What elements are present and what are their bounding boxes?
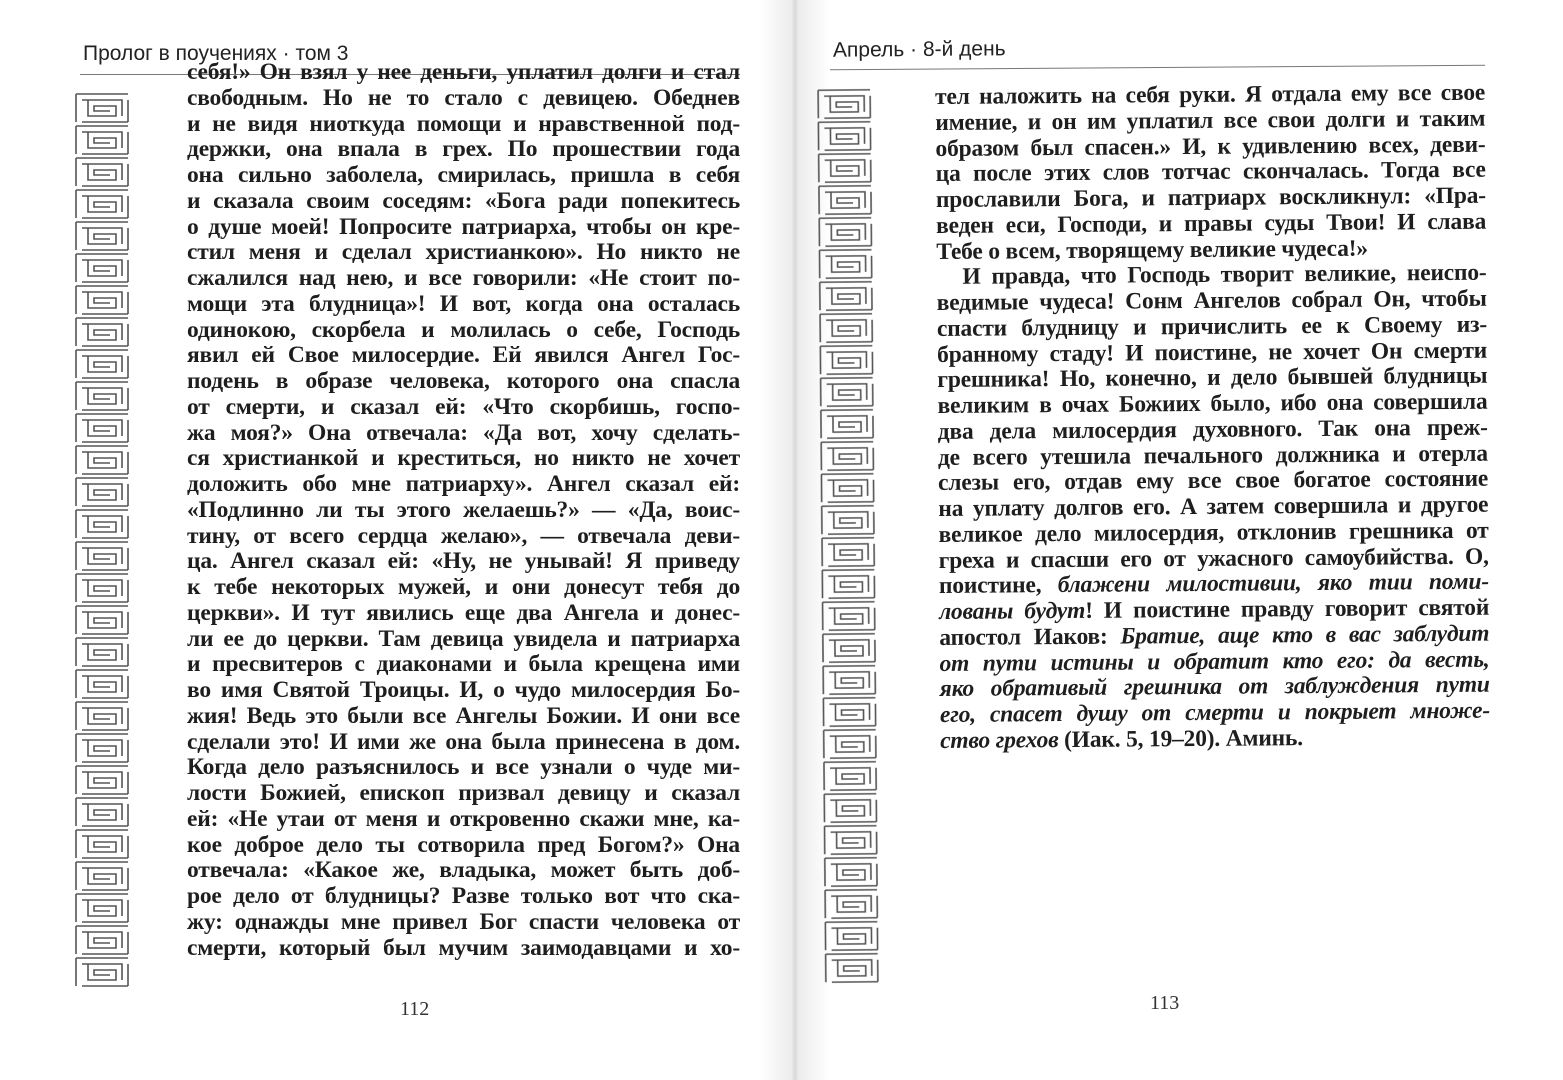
text-segment: ца после этих слов тотчас скончалась. Тогда все bbox=[935, 156, 1486, 188]
text-line bbox=[187, 292, 740, 318]
text-line bbox=[187, 215, 740, 241]
text-line bbox=[187, 472, 740, 498]
text-line bbox=[187, 240, 740, 266]
text-line bbox=[187, 137, 740, 163]
italic-quote: от пути истины и обратит кто его: да весть, bbox=[939, 646, 1490, 677]
text-line bbox=[187, 704, 740, 730]
text-line bbox=[187, 318, 740, 344]
text-line bbox=[187, 652, 740, 678]
text-segment: «Подлинно ли ты этого желаешь?» — «Да, воис- bbox=[187, 496, 740, 523]
text-line bbox=[187, 858, 740, 884]
text-segment: И правда, что Господь творит великие, неиспо- bbox=[962, 259, 1487, 291]
text-line bbox=[187, 781, 740, 807]
text-segment: во имя Святой Троицы. И, о чудо милосердия Бо- bbox=[187, 677, 740, 703]
text-segment: она сильно заболела, смирилась, пришла в себя bbox=[187, 162, 740, 188]
text-line bbox=[187, 189, 740, 215]
text-segment: греха и спасши его от ужасного самоубийства. О, bbox=[938, 543, 1489, 574]
text-segment: стил меня и сделал христианкою». Но никто не bbox=[187, 239, 740, 266]
text-segment: Когда дело разъяснилось и все узнали о чуде ми- bbox=[187, 754, 740, 781]
text-segment: и не видя ниоткуда помощи и нравственной под- bbox=[187, 110, 740, 137]
text-line bbox=[187, 755, 740, 781]
text-line bbox=[187, 446, 740, 472]
text-line bbox=[187, 343, 740, 369]
text-segment: о душе моей! Попросите патриарха, чтобы он кре- bbox=[187, 213, 740, 240]
text-line bbox=[187, 627, 740, 653]
text-segment: ей: «Не утаи от меня и откровенно скажи мне, ка- bbox=[187, 805, 740, 832]
text-segment: лости Божией, епископ призвал девицу и сказал bbox=[187, 780, 740, 806]
text-segment: веден еси, Господи, и правы суды Твои! И слава bbox=[936, 208, 1487, 239]
text-line bbox=[187, 112, 740, 138]
text-segment: свободным. Но не то стало с девицею. Обеднев bbox=[187, 84, 740, 111]
text-line bbox=[187, 807, 740, 833]
text-line bbox=[187, 730, 740, 756]
text-segment: себя!» Он взял у нее деньги, уплатил долги и стал bbox=[187, 59, 740, 85]
left-page-text bbox=[187, 60, 740, 961]
text-segment: сжалился над нею, и все говорили: «Не стоит по- bbox=[187, 265, 740, 291]
text-segment: держки, она впала в грех. По прошествии года bbox=[187, 136, 740, 163]
text-segment: и пресвитеров с диаконами и была крещена ими bbox=[187, 651, 740, 678]
text-line bbox=[187, 498, 740, 524]
text-segment: сделали это! И ими же она была принесена в дом. bbox=[187, 728, 740, 755]
text-line bbox=[187, 833, 740, 859]
text-segment: на уплату долгов его. А затем совершила и другое bbox=[938, 491, 1489, 522]
text-line bbox=[187, 395, 740, 421]
text-segment: церкви». И тут явились еще два Ангела и донес- bbox=[187, 599, 740, 626]
text-segment: к тебе некоторых мужей, и они донесут тебя до bbox=[187, 574, 740, 600]
text-line bbox=[187, 266, 740, 292]
italic-quote: яко обративый грешника от заблуждения пути bbox=[939, 671, 1490, 703]
text-segment: образом был спасен.» И, к удивлению всех, деви- bbox=[935, 131, 1486, 162]
text-line bbox=[940, 724, 1490, 754]
text-segment: прославили Бога, и патриарх воскликнул: «Пра- bbox=[935, 182, 1486, 213]
text-line bbox=[187, 910, 740, 936]
text-segment: подень в образе человека, которого она спасла bbox=[187, 368, 740, 394]
text-segment: мощи эта блудница»! И вот, когда она осталась bbox=[187, 290, 740, 317]
text-line bbox=[940, 699, 1490, 729]
text-segment: два дела милосердия духовного. Так она преж- bbox=[937, 414, 1488, 445]
text-line bbox=[187, 549, 740, 575]
text-line bbox=[936, 209, 1486, 239]
text-segment: ведимые чудеса! Сонм Ангелов собрал Он, чтобы bbox=[936, 285, 1487, 316]
text-segment: жу: однажды мне привел Бог спасти человека от bbox=[187, 908, 740, 935]
text-segment: явил ей Свое милосердие. Ей явился Ангел Гос- bbox=[187, 342, 740, 369]
text-segment: ! И поистине правду говорит святой bbox=[1085, 594, 1490, 624]
right-page-number: 113 bbox=[1150, 992, 1180, 1014]
text-line bbox=[187, 163, 740, 189]
text-segment: ся христианкой и креститься, но никто не хочет bbox=[187, 445, 740, 472]
text-segment: одинокою, скорбела и молилась о себе, Господь bbox=[187, 316, 740, 343]
text-line bbox=[187, 601, 740, 627]
text-segment: спасти блудницу и причислить ее к Своему из- bbox=[936, 311, 1487, 342]
italic-quote: ство грехов bbox=[940, 726, 1059, 754]
text-segment: от смерти, и сказал ей: «Что скорбишь, госпо- bbox=[187, 393, 740, 420]
text-segment: Тебе о всем, творящему великие чудеса!» bbox=[936, 235, 1368, 265]
text-segment: великим в очах Божиих было, ибо она совершила bbox=[937, 388, 1488, 419]
text-line bbox=[187, 86, 740, 112]
text-segment: (Иак. 5, 19–20). Аминь. bbox=[1058, 724, 1303, 753]
italic-quote: Братие, аще кто в вас заблудит bbox=[1120, 620, 1490, 650]
text-segment: слезы его, отдав ему все свое богатое состояние bbox=[938, 465, 1489, 497]
text-segment: жия! Ведь это были все Ангелы Божии. И они все bbox=[187, 702, 740, 729]
text-line bbox=[187, 524, 740, 550]
text-line bbox=[187, 884, 740, 910]
text-segment: жа моя?» Она отвечала: «Да вот, хочу сделать- bbox=[187, 419, 740, 446]
text-segment: ли ее до церкви. Там девица увидела и патриарха bbox=[187, 625, 740, 652]
italic-quote: блажени милостивии, яко тии поми- bbox=[1057, 568, 1490, 599]
text-segment: бранному стаду! И поистине, не хочет Он смерти bbox=[937, 337, 1488, 368]
text-segment: ца. Ангел сказал ей: «Ну, не унывай! Я приведу bbox=[187, 548, 740, 575]
text-segment: де всего утешила печального должника и отерла bbox=[937, 440, 1489, 471]
right-running-header: Апрель · 8-й день bbox=[832, 37, 1006, 62]
text-segment: отвечала: «Какое же, владыка, может быть доб- bbox=[187, 857, 740, 884]
text-segment: великое дело милосердия, отклонив грешника от bbox=[938, 517, 1489, 548]
left-running-header: Пролог в поучениях · том 3 bbox=[83, 42, 349, 65]
left-page-number: 112 bbox=[400, 998, 430, 1020]
text-line bbox=[187, 421, 740, 447]
italic-quote: его, спасет душу от смерти и покрыет множе- bbox=[939, 697, 1491, 728]
right-page-text bbox=[935, 81, 1490, 755]
text-segment: кое доброе дело ты сотворила пред Богом?» Она bbox=[187, 831, 740, 858]
text-line bbox=[187, 60, 740, 86]
right-meander-border bbox=[814, 88, 882, 988]
text-line bbox=[187, 369, 740, 395]
text-segment: апостол Иаков: bbox=[939, 623, 1121, 651]
text-segment: имение, и он им уплатил все свои долги и таким bbox=[935, 105, 1486, 136]
text-segment: рое дело от блудницы? Разве только вот что ска- bbox=[187, 883, 740, 909]
text-segment: грешника! Но, конечно, и дело бывшей блудницы bbox=[937, 362, 1488, 394]
right-header-rule bbox=[830, 65, 1485, 71]
text-segment: доложить обо мне патриарху». Ангел сказал ей: bbox=[187, 471, 740, 497]
text-line bbox=[187, 575, 740, 601]
text-segment: поистине, bbox=[938, 572, 1058, 600]
text-segment: и сказала своим соседям: «Бога ради попекитесь bbox=[187, 187, 740, 214]
text-segment: смерти, который был мучим заимодавцами и хо- bbox=[187, 934, 740, 961]
left-meander-border bbox=[72, 92, 132, 992]
text-segment: тел наложить на себя руки. Я отдала ему все свое bbox=[934, 79, 1486, 110]
italic-quote: лованы будут bbox=[939, 597, 1086, 625]
text-line bbox=[187, 678, 740, 704]
text-line bbox=[187, 936, 740, 962]
text-segment: тину, от всего сердца желаю», — отвечала деви- bbox=[187, 522, 740, 549]
